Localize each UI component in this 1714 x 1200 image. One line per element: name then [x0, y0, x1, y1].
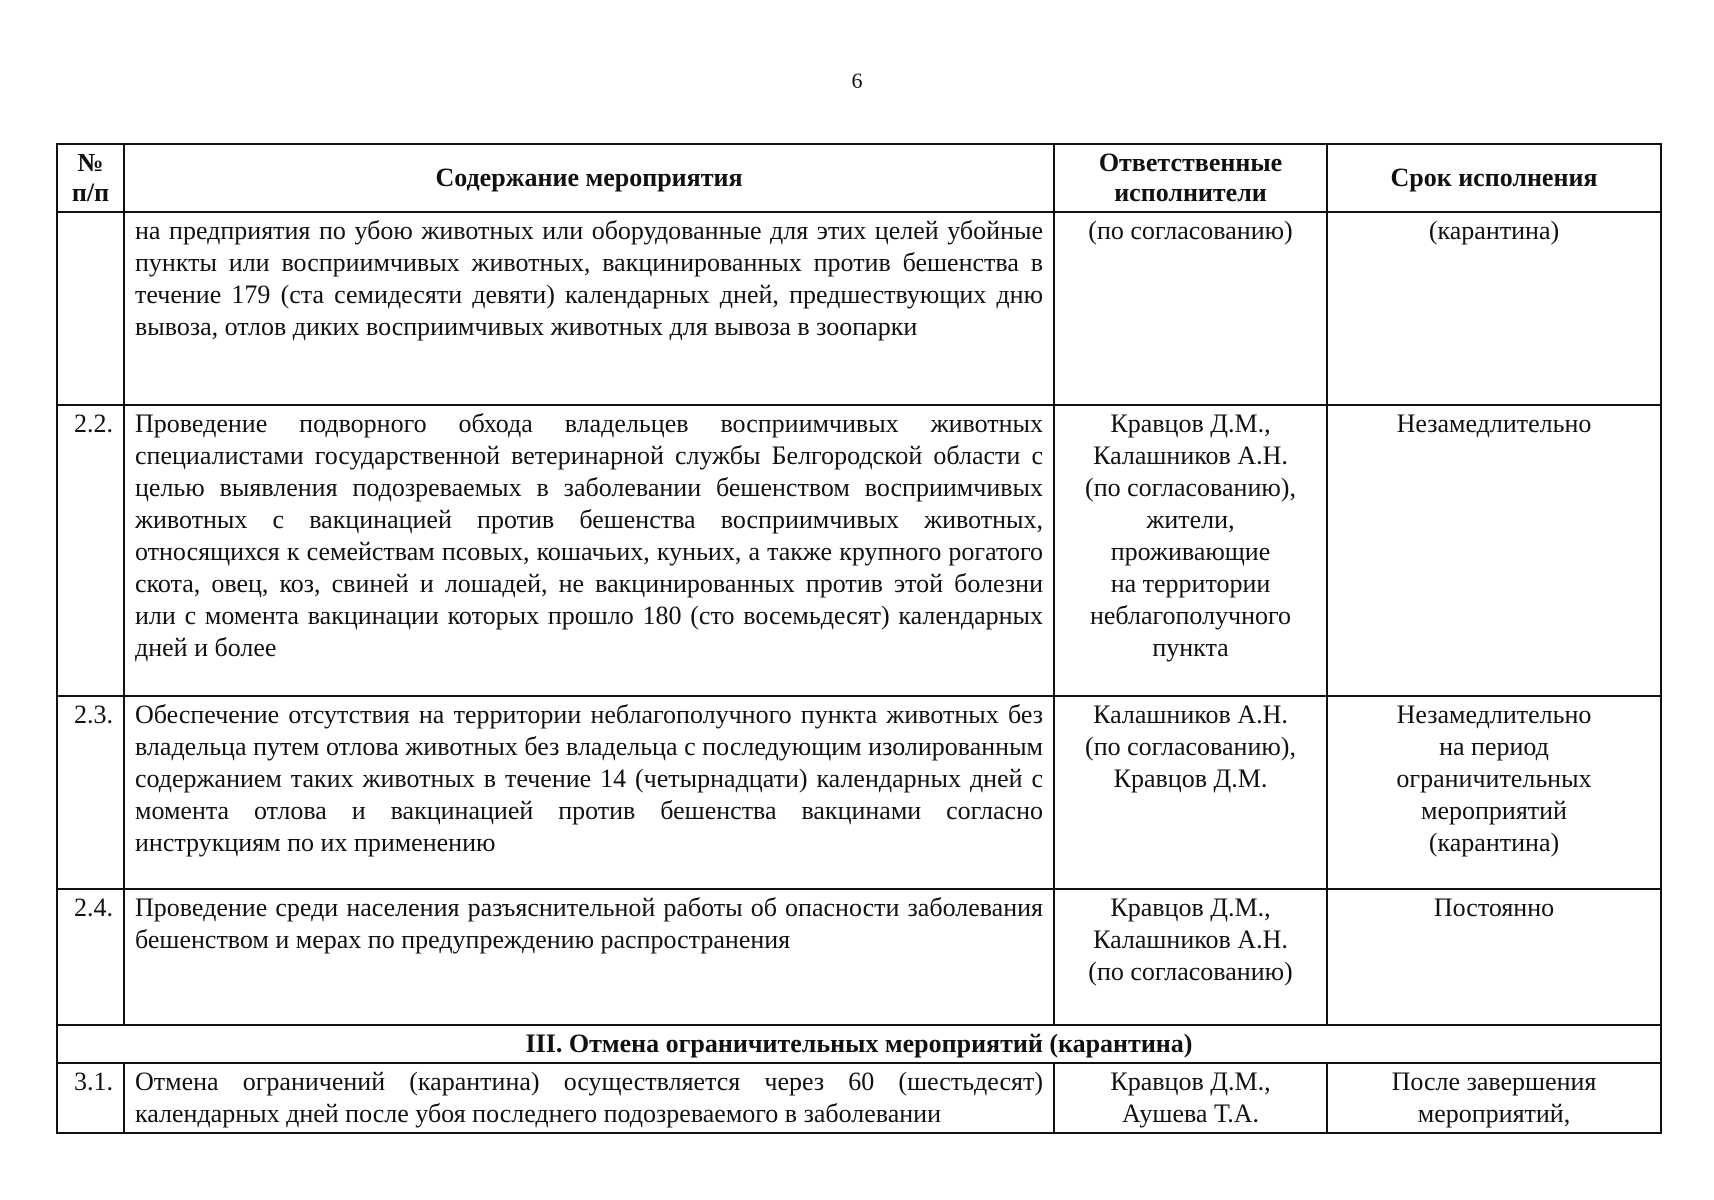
- row-number: 2.3.: [57, 696, 124, 889]
- row-deadline: [1327, 212, 1661, 405]
- responsible-line: проживающие: [1110, 537, 1271, 566]
- responsible-line: Кравцов Д.М.: [1113, 764, 1268, 793]
- deadline-line: мероприятий,: [1417, 1099, 1571, 1128]
- row-deadline: [1327, 696, 1661, 889]
- responsible-line: (по согласованию): [1088, 957, 1293, 986]
- deadline-line: (карантина): [1428, 216, 1560, 245]
- row-responsible: [1054, 696, 1327, 889]
- row-deadline: [1327, 1063, 1661, 1133]
- responsible-line: на территории: [1110, 569, 1271, 598]
- deadline-line: Незамедлительно: [1396, 409, 1592, 438]
- deadline-line: ограничительных: [1396, 764, 1592, 793]
- table-row: [57, 696, 1661, 889]
- responsible-line: Калашников А.Н.: [1093, 700, 1288, 729]
- row-number: 3.1.: [57, 1063, 124, 1133]
- row-content: Проведение среди населения разъяснительной работы об опасности заболевания бешенством и мерах по предупреждению распространения: [124, 889, 1054, 1025]
- deadline-line: (карантина): [1428, 828, 1560, 857]
- deadline-line: мероприятий: [1421, 796, 1567, 825]
- deadline-line: Незамедлительно: [1396, 700, 1592, 729]
- header-number-line1: №: [77, 148, 104, 177]
- row-number: [57, 212, 124, 405]
- responsible-line: Кравцов Д.М.,: [1110, 893, 1271, 922]
- row-number: 2.4.: [57, 889, 124, 1025]
- table-row: [57, 405, 1661, 696]
- responsible-line: Кравцов Д.М.,: [1110, 1067, 1271, 1096]
- table-row: [57, 212, 1661, 405]
- section-header-row: [57, 1025, 1661, 1063]
- responsible-line: (по согласованию),: [1085, 473, 1296, 502]
- measures-table: [56, 143, 1662, 1134]
- header-number-line2: п/п: [71, 178, 110, 207]
- deadline-line: После завершения: [1391, 1067, 1597, 1096]
- header-content: Содержание мероприятия: [124, 144, 1054, 212]
- responsible-line: Калашников А.Н.: [1093, 925, 1288, 954]
- row-deadline: [1327, 405, 1661, 696]
- row-deadline: [1327, 889, 1661, 1025]
- table-header-row: [57, 144, 1661, 212]
- page-number: 6: [851, 68, 863, 93]
- responsible-line: пункта: [1152, 633, 1229, 662]
- table-row: [57, 1063, 1661, 1133]
- row-content: на предприятия по убою животных или оборудованные для этих целей убойные пункты или восприимчивых животных, вакцинированных против бешенства в течение 179 (ста семидесяти девяти) календарных дней, предшествующих дню вывоза, отлов диких восприимчивых животных для вывоза в зоопарки: [124, 212, 1054, 405]
- deadline-line: на период: [1439, 732, 1549, 761]
- row-content: Отмена ограничений (карантина) осуществляется через 60 (шестьдесят) календарных дней после убоя последнего подозреваемого в заболевании: [124, 1063, 1054, 1133]
- deadline-line: Постоянно: [1433, 893, 1555, 922]
- responsible-line: (по согласованию),: [1085, 732, 1296, 761]
- row-content: Обеспечение отсутствия на территории неблагополучного пункта животных без владельца путем отлова животных без владельца с последующим изолированным содержанием таких животных в течение 14 (четырнадцати) календарных дней с момента отлова и вакцинацией против бешенства вакцинами согласно инструкциям по их применению: [124, 696, 1054, 889]
- responsible-line: Кравцов Д.М.,: [1110, 409, 1271, 438]
- header-deadline: Срок исполнения: [1327, 144, 1661, 212]
- section-title: III. Отмена ограничительных мероприятий (карантина): [57, 1025, 1661, 1063]
- row-responsible: [1054, 212, 1327, 405]
- header-number: [57, 144, 124, 212]
- responsible-line: жители,: [1146, 505, 1235, 534]
- header-responsible: Ответственные исполнители: [1054, 144, 1327, 212]
- row-content: Проведение подворного обхода владельцев восприимчивых животных специалистами государственной ветеринарной службы Белгородской области с целью выявления подозреваемых в заболевании бешенством восприимчивых животных с вакцинацией против бешенства восприимчивых животных, относящихся к семействам псовых, кошачьих, куньих, а также крупного рогатого скота, овец, коз, свиней и лошадей, не вакцинированных против этой болезни или с момента вакцинации которых прошло 180 (сто восемьдесят) календарных дней и более: [124, 405, 1054, 696]
- responsible-line: Аушева Т.А.: [1121, 1099, 1260, 1128]
- row-number: 2.2.: [57, 405, 124, 696]
- row-responsible: [1054, 1063, 1327, 1133]
- responsible-line: неблагополучного: [1089, 601, 1292, 630]
- responsible-line: Калашников А.Н.: [1093, 441, 1288, 470]
- responsible-line: (по согласованию): [1088, 216, 1293, 245]
- row-responsible: [1054, 405, 1327, 696]
- table-row: [57, 889, 1661, 1025]
- row-responsible: [1054, 889, 1327, 1025]
